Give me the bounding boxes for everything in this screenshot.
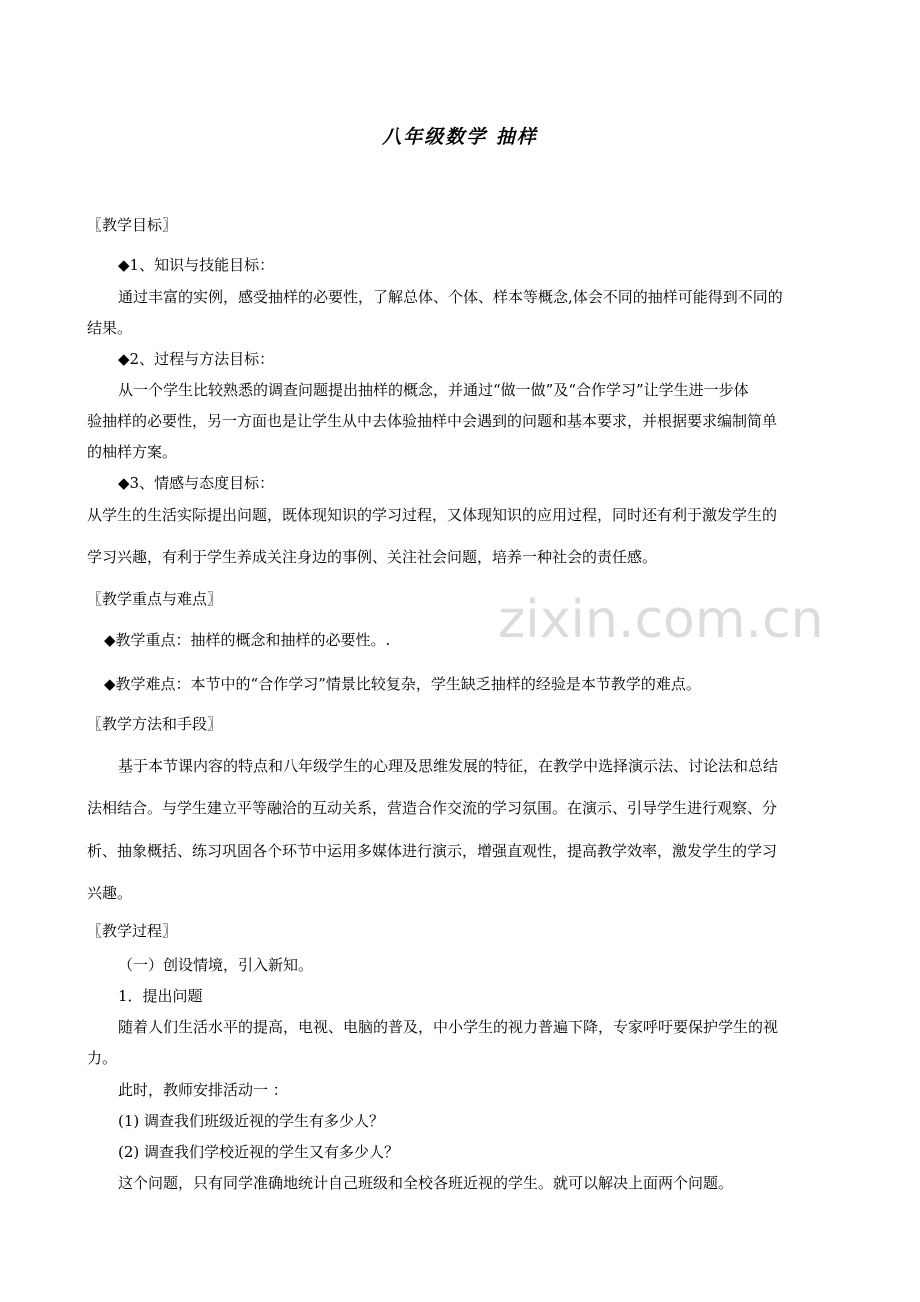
difficulty-point: ◆教学难点：本节中的“合作学习”情景比较复杂，学生缺乏抽样的经验是本节教学的难点。: [104, 675, 701, 693]
objective-3-heading: ◆3、情感与态度目标：: [118, 474, 275, 492]
section-heading-objectives: 〖教学目标〗: [87, 216, 178, 234]
objective-2-heading: ◆2、过程与方法目标：: [118, 350, 275, 368]
process-substep-heading: 1．提出问题: [118, 987, 203, 1005]
objective-1-line: 通过丰富的实例，感受抽样的必要性，了解总体、个体、样本等概念,体会不同的抽样可能得到不同的: [118, 288, 783, 306]
objective-1-heading: ◆1、知识与技能目标：: [118, 256, 275, 274]
objective-1-line: 结果。: [87, 319, 133, 337]
section-heading-keypoints: 〖教学重点与难点〗: [87, 590, 223, 608]
key-point: ◆教学重点：抽样的概念和抽样的必要性。.: [104, 631, 391, 649]
methods-line: 法相结合。与学生建立平等融洽的互动关系，营造合作交流的学习氛围。在演示、引导学生进行观察、分: [87, 799, 778, 817]
question-2: (2) 调查我们学校近视的学生又有多少人？: [118, 1143, 400, 1161]
methods-line: 基于本节课内容的特点和八年级学生的心理及思维发展的特征，在教学中选择演示法、讨论法和总结: [118, 757, 779, 775]
page-title: 八年级数学 抽样: [382, 126, 538, 148]
methods-line: 兴趣。: [87, 884, 133, 902]
section-heading-process: 〖教学过程〗: [87, 922, 178, 940]
objective-2-line: 验抽样的必要性，另一方面也是让学生从中去体验抽样中会遇到的问题和基本要求，并根据要求编制简单: [87, 412, 778, 430]
section-heading-methods: 〖教学方法和手段〗: [87, 715, 223, 733]
objective-2-line: 的柚样方案。: [87, 443, 178, 461]
methods-line: 析、抽象概括、练习巩固各个环节中运用多媒体进行演示，增强直观性，提高教学效率，激发学生的学习: [87, 842, 778, 860]
objective-2-line: 从一个学生比较熟悉的调查问题提出抽样的概念，并通过“做一做”及“合作学习”让学生进一步体: [118, 381, 749, 399]
objective-3-line: 从学生的生活实际提出问题，既体现知识的学习过程，又体现知识的应用过程，同时还有利于激发学生的: [87, 506, 778, 524]
question-1: (1) 调查我们班级近视的学生有多少人？: [118, 1112, 385, 1130]
intro-line: 随着人们生活水平的提高，电视、电脑的普及，中小学生的视力普遍下降，专家呼吁要保护学生的视: [118, 1018, 779, 1036]
objective-3-line: 学习兴趣，有利于学生养成关注身边的事例、关注社会问题，培养一种社会的责任感。: [87, 548, 658, 566]
process-step-heading: （一）创设情境，引入新知。: [118, 956, 314, 974]
intro-line: 力。: [87, 1049, 118, 1067]
activity-line: 此时，教师安排活动一 ：: [118, 1081, 288, 1099]
watermark: zixin.com.cn: [498, 590, 824, 650]
conclusion-line: 这个问题，只有同学准确地统计自己班级和全校各班近视的学生。就可以解决上面两个问题。: [118, 1174, 734, 1192]
